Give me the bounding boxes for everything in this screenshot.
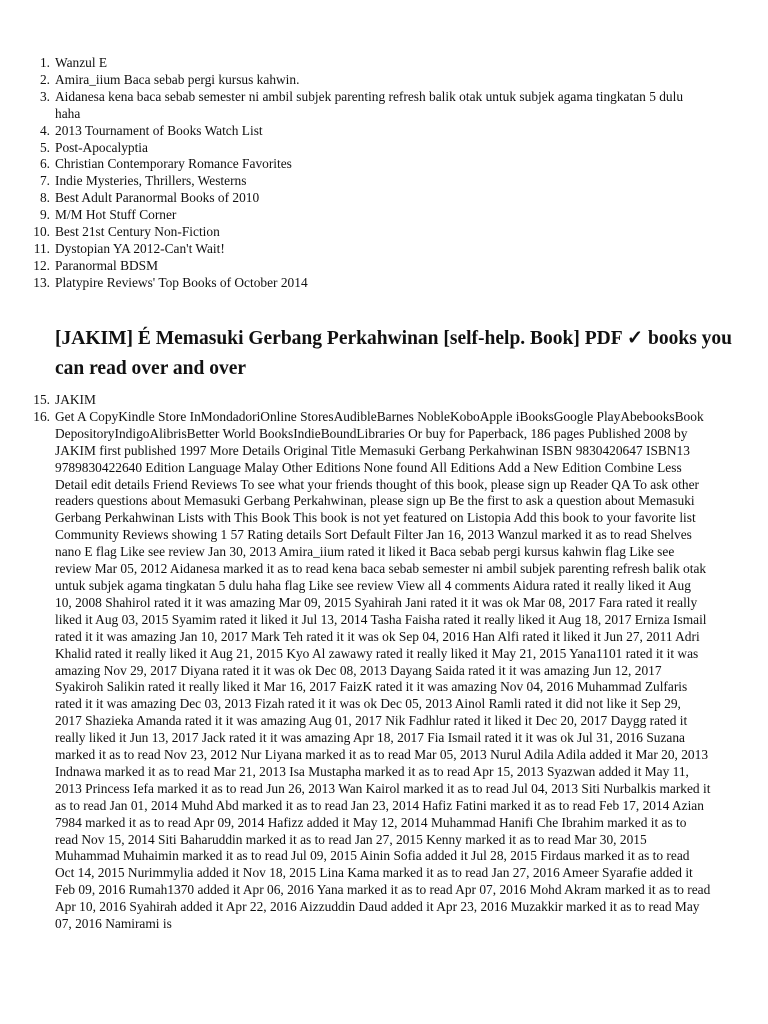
list-item-text: Christian Contemporary Romance Favorites — [55, 156, 292, 172]
list-number: 10. — [33, 224, 50, 240]
list-item-text: Dystopian YA 2012-Can't Wait! — [55, 240, 225, 256]
list-item — [0, 241, 740, 258]
author-text: JAKIM — [55, 392, 96, 407]
list-item — [0, 140, 740, 157]
book-details-list — [0, 392, 764, 933]
list-item-text: Post-Apocalyptia — [55, 139, 148, 155]
list-item-text: Platypire Reviews' Top Books of October 2014 — [55, 274, 308, 290]
list-item — [0, 72, 740, 89]
list-number: 8. — [39, 190, 50, 206]
list-number: 5. — [39, 139, 50, 155]
page-heading: [JAKIM] É Memasuki Gerbang Perkahwinan [self-help. Book] PDF ✓ books you can read over and over — [55, 328, 733, 379]
list-item-text: Wanzul E — [55, 55, 108, 70]
list-item-text: Best 21st Century Non-Fiction — [55, 224, 220, 240]
list-item — [0, 224, 740, 241]
lists-ordered-list — [0, 55, 740, 292]
list-number: 6. — [39, 156, 50, 172]
book-details-text: Get A CopyKindle Store InMondadoriOnline StoresAudibleBarnes NobleKoboApple iBooksGoogle PlayAbebooksBook DepositoryIndigoAlibrisBetter World BooksIndieBoundLibraries Or buy for Paperback, 186 pages Published 2008 by JAKIM first published 1997 More Details Original Title Memasuki Gerbang Perkahwinan ISBN 9830420647 ISBN13 9789830422640 Edition Language Malay Other Editions None found All Editions Add a New Edition Combine Less Detail edit details Friend Reviews To see what your friends thought of this book, please sign up Reader QA To ask other readers questions about Memasuki Gerbang Perkahwinan, please sign up Be the first to ask a question about Memasuki Gerbang Perkahwinan Lists with This Book This book is not yet featured on Listopia Add this book to your favorite list Community Reviews showing 1 57 Rating details Sort Default Filter Jan 16, 2013 Wanzul marked it as to read Shelves nano E flag Like see review Jan 30, 2013 Amira_iium rated it liked it Baca sebab pergi kursus kahwin flag Like see review Mar 05, 2012 Aidanesa marked it as to read kena baca sebab semester ni ambil subjek parenting refresh balik otak untuk subjek agama tingkatan 5 dulu haha flag Like see review View all 4 comments Aidura rated it really liked it Aug 10, 2008 Shahirol rated it it was amazing Mar 09, 2015 Syahirah Jani rated it it was ok Mar 08, 2017 Fara rated it really liked it Aug 03, 2015 Syamim rated it liked it Jul 13, 2014 Tasha Faisha rated it really liked it Aug 18, 2017 Erniza Ismail rated it it was amazing Jan 10, 2017 Mark Teh rated it it was ok Sep 04, 2016 Han Alfi rated it liked it Jun 27, 2011 Adri Khalid rated it really liked it Aug 21, 2015 Kyo Al zawawy rated it really liked it May 21, 2015 Yana1101 rated it it was amazing Nov 29, 2017 Diyana rated it it was ok Dec 08, 2013 Dayang Saida rated it it was amazing Jun 12, 2017 Syakiroh Salikin rated it really liked it Mar 16, 2017 FaizK rated it it was amazing Nov 04, 2016 Muhammad Zulfaris rated it it was amazing Dec 03, 2013 Fizah rated it it was ok Dec 05, 2013 Ainol Ramli rated it did not like it Sep 29, 2017 Shazieka Amanda rated it it was amazing Aug 01, 2017 Nik Fadhlur rated it liked it Dec 20, 2017 Daygg rated it really liked it Jun 13, 2017 Jack rated it it was amazing Apr 18, 2017 Fia Ismail rated it it was ok Jul 31, 2016 Suzana marked it as to read Nov 23, 2012 Nur Liyana marked it as to read Mar 05, 2013 Nurul Adila Adila added it Mar 20, 2013 Indnawa marked it as to read Mar 21, 2013 Isa Mustapha marked it as to read Apr 15, 2013 Syazwan added it May 11, 2013 Princess Iefa marked it as to read Jun 26, 2013 Wan Kairol marked it as to read Jul 04, 2013 Siti Nurbalkis marked it as to read Jan 01, 2014 Muhd Abd marked it as to read Jan 23, 2014 Hafiz Fatini marked it as to read Feb 17, 2014 Azian 7984 marked it as to read Apr 09, 2014 Hafizz added it May 12, 2014 Muhammad Hanifi Che Ibrahim marked it as to read Nov 15, 2014 Siti Baharuddin marked it as to read Jan 27, 2015 Kenny marked it as to read Mar 30, 2015 Muhammad Muhaimin marked it as to read Jul 09, 2015 Ainin Sofia added it Jul 28, 2015 Firdaus marked it as to read Oct 14, 2015 Nurimmylia added it Nov 18, 2015 Lina Kama marked it as to read Jan 27, 2016 Ameer Syarafie added it Feb 09, 2016 Rumah1370 added it Apr 06, 2016 Yana marked it as to read Apr 07, 2016 Mohd Akram marked it as to read Apr 10, 2016 Syahirah added it Apr 22, 2016 Aizzuddin Daud added it Apr 23, 2016 Muzakkir marked it as to read May 07, 2016 Namirami is — [55, 408, 711, 932]
list-number: 9. — [39, 207, 50, 223]
list-item — [0, 89, 740, 123]
list-item — [0, 207, 740, 224]
list-item-text: Amira_iium Baca sebab pergi kursus kahwin. — [55, 71, 300, 87]
list-number: 2. — [39, 71, 50, 87]
list-number: 15. — [33, 392, 50, 407]
list-number: 11. — [33, 240, 50, 256]
list-item — [0, 409, 764, 933]
list-number: 3. — [39, 88, 50, 104]
list-number: 4. — [39, 122, 50, 138]
list-number: 1. — [39, 55, 50, 70]
list-item — [0, 156, 740, 173]
list-number: 7. — [39, 173, 50, 189]
list-item-text: M/M Hot Stuff Corner — [55, 207, 177, 223]
list-item — [0, 275, 740, 292]
list-item — [0, 55, 740, 72]
list-item — [0, 392, 764, 409]
list-item-text: Aidanesa kena baca sebab semester ni ambil subjek parenting refresh balik otak untuk subjek agama tingkatan 5 dulu haha — [55, 88, 684, 121]
list-item — [0, 258, 740, 275]
list-number: 12. — [33, 257, 50, 273]
list-number: 16. — [33, 408, 50, 424]
list-number: 13. — [33, 274, 50, 290]
list-item-text: Paranormal BDSM — [55, 257, 159, 273]
list-item-text: Best Adult Paranormal Books of 2010 — [55, 190, 260, 206]
list-item — [0, 190, 740, 207]
list-item — [0, 173, 740, 190]
list-item-text: Indie Mysteries, Thrillers, Westerns — [55, 173, 247, 189]
list-item — [0, 123, 740, 140]
list-item-text: 2013 Tournament of Books Watch List — [55, 122, 263, 138]
